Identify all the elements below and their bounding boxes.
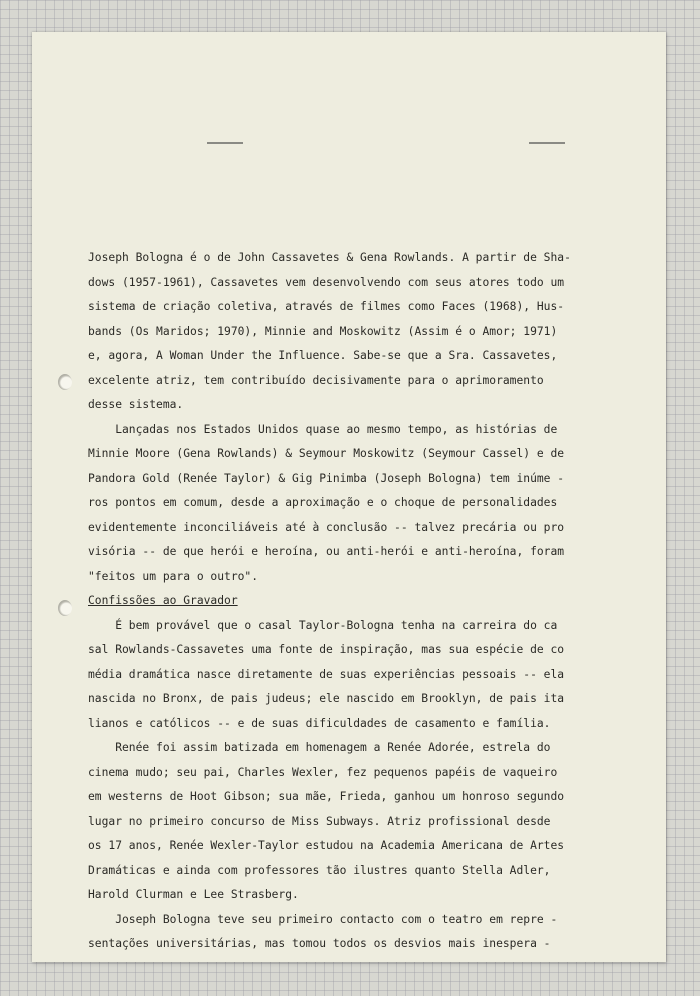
text-line: Lançadas nos Estados Unidos quase ao mesmo tempo, as histórias de	[88, 422, 558, 436]
typewritten-page	[32, 32, 666, 962]
text-line: os 17 anos, Renée Wexler-Taylor estudou na Academia Americana de Artes	[88, 839, 565, 852]
text-line: lugar no primeiro concurso de Miss Subways. Atriz profissional desde	[88, 814, 551, 828]
text-line: visória -- de que herói e heroína, ou anti-herói e anti-heroína, foram	[88, 545, 565, 558]
text-line: evidentemente inconciliáveis até à conclusão -- talvez precária ou pro	[88, 520, 565, 534]
header-dash-left	[207, 142, 243, 144]
body-text	[88, 246, 628, 957]
text-line: sistema de criação coletiva, através de filmes como Faces (1968), Hus-	[88, 300, 565, 313]
text-line: dows (1957-1961), Cassavetes vem desenvolvendo com seus atores todo um	[88, 275, 565, 289]
text-line: Harold Clurman e Lee Strasberg.	[88, 888, 299, 901]
text-line: desse sistema.	[88, 398, 184, 411]
text-line: média dramática nasce diretamente de suas experiências pessoais -- ela	[88, 667, 565, 681]
text-line: Minnie Moore (Gena Rowlands) & Seymour Moskowitz (Seymour Cassel) e de	[88, 447, 565, 460]
text-line: e, agora, A Woman Under the Influence. Sabe-se que a Sra. Cassavetes,	[88, 349, 558, 362]
text-line: excelente atriz, tem contribuído decisivamente para o aprimoramento	[88, 373, 544, 387]
text-line: sentações universitárias, mas tomou todos os desvios mais inespera -	[88, 937, 551, 950]
text-line: Dramáticas e ainda com professores tão ilustres quanto Stella Adler,	[88, 863, 551, 877]
text-line: Pandora Gold (Renée Taylor) & Gig Pinimba (Joseph Bologna) tem inúme -	[88, 471, 565, 485]
header-dash-right	[529, 142, 565, 144]
text-line: nascida no Bronx, de pais judeus; ele nascido em Brooklyn, de pais ita	[88, 692, 565, 705]
text-line: sal Rowlands-Cassavetes uma fonte de inspiração, mas sua espécie de co	[88, 643, 565, 656]
text-line: em westerns de Hoot Gibson; sua mãe, Frieda, ganhou um honroso segundo	[88, 790, 565, 803]
section-heading: Confissões ao Gravador	[88, 594, 238, 607]
text-line: cinema mudo; seu pai, Charles Wexler, fez pequenos papéis de vaqueiro	[88, 765, 558, 779]
text-line: lianos e católicos -- e de suas dificuldades de casamento e família.	[88, 716, 551, 730]
text-line: Renée foi assim batizada em homenagem a Renée Adorée, estrela do	[88, 741, 551, 754]
punch-hole	[58, 374, 72, 390]
text-line: "feitos um para o outro".	[88, 569, 259, 583]
punch-hole	[58, 600, 72, 616]
text-line: Joseph Bologna é o de John Cassavetes & Gena Rowlands. A partir de Sha-	[88, 251, 571, 264]
text-line: Joseph Bologna teve seu primeiro contacto com o teatro em repre -	[88, 912, 558, 926]
text-line: É bem provável que o casal Taylor-Bologna tenha na carreira do ca	[88, 618, 558, 632]
text-line: bands (Os Maridos; 1970), Minnie and Moskowitz (Assim é o Amor; 1971)	[88, 324, 558, 338]
text-line: ros pontos em comum, desde a aproximação e o choque de personalidades	[88, 496, 558, 509]
